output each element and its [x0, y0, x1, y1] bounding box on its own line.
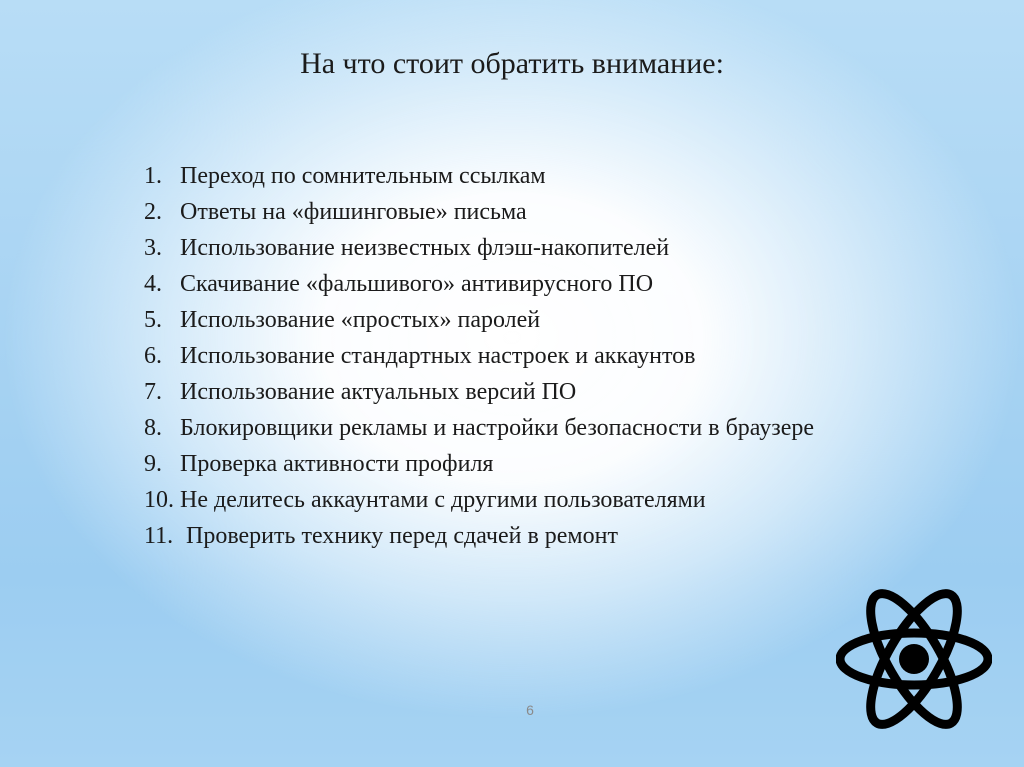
list-item-text: Проверка активности профиля — [180, 451, 494, 477]
list-item-number: 7. — [144, 379, 162, 405]
list-item-text: Переход по сомнительным ссылкам — [180, 163, 546, 189]
list-item-number: 3. — [144, 235, 162, 261]
list-item-number: 8. — [144, 415, 162, 441]
list-item-text: Блокировщики рекламы и настройки безопасности в браузере — [180, 415, 814, 441]
list-item — [144, 518, 814, 554]
list-item — [144, 266, 814, 302]
recommendations-list — [144, 158, 814, 554]
list-item-text: Не делитесь аккаунтами с другими пользователями — [180, 487, 706, 513]
list-item-text: Использование «простых» паролей — [180, 307, 541, 333]
list-item-number: 6. — [144, 343, 162, 369]
list-item-number: 2. — [144, 199, 162, 225]
list-item — [144, 230, 814, 266]
list-item-number: 1. — [144, 163, 162, 189]
list-item-number: 10. — [144, 487, 174, 513]
list-item-number: 11. — [144, 523, 174, 549]
slide-title: На что стоит обратить внимание: — [300, 47, 724, 80]
list-item-text: Использование неизвестных флэш-накопителей — [180, 235, 670, 261]
list-item — [144, 482, 814, 518]
page-number: 6 — [526, 702, 534, 718]
list-item-text: Использование стандартных настроек и аккаунтов — [180, 343, 696, 369]
atom-icon — [836, 573, 992, 745]
list-item-text: Ответы на «фишинговые» письма — [180, 199, 527, 225]
list-item-text: Скачивание «фальшивого» антивирусного ПО — [180, 271, 654, 297]
list-item — [144, 302, 814, 338]
list-item — [144, 194, 814, 230]
list-item-text: Использование актуальных версий ПО — [180, 379, 577, 405]
list-item-text: Проверить технику перед сдачей в ремонт — [180, 523, 618, 549]
list-item-number: 5. — [144, 307, 162, 333]
list-item — [144, 338, 814, 374]
list-item — [144, 374, 814, 410]
list-item — [144, 446, 814, 482]
list-item-number: 9. — [144, 451, 162, 477]
list-item-number: 4. — [144, 271, 162, 297]
list-item — [144, 410, 814, 446]
list-item — [144, 158, 814, 194]
